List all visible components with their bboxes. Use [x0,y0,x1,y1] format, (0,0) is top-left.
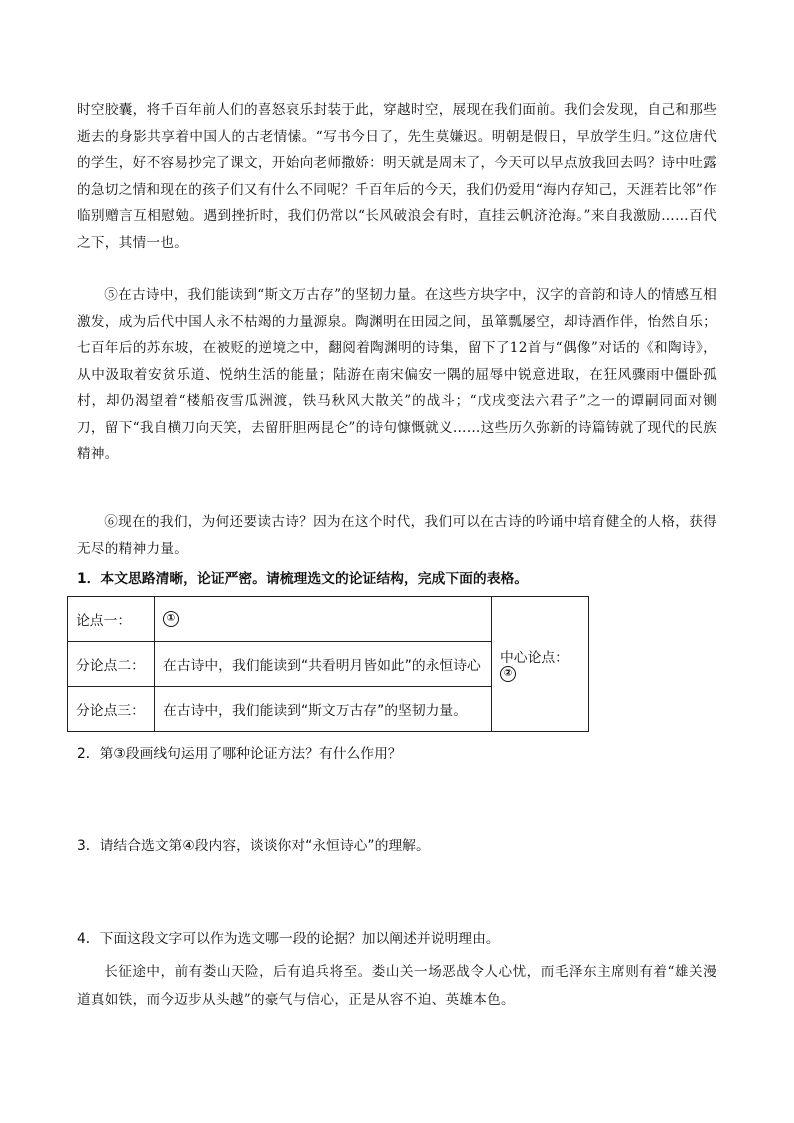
table-cell-label: 论点一： [68,597,155,642]
central-argument-cell [492,597,589,732]
question-4: 4．下面这段文字可以作为选文哪一段的论据？加以阐述并说明理由。 [77,931,500,947]
table-cell-label: 分论点三： [68,687,155,732]
table-row [68,597,589,642]
question-1: 1．本文思路清晰，论证严密。请梳理选文的论证结构，完成下面的表格。 [77,571,529,587]
central-argument-label: 中心论点： [500,650,569,666]
question-3: 3．请结合选文第④段内容，谈谈你对“永恒诗心”的理解。 [77,838,430,854]
table-cell-text: 在古诗中，我们能读到“斯文万古存”的坚韧力量。 [155,687,492,732]
table-cell-text: 在古诗中，我们能读到“共看明月皆如此”的永恒诗心 [155,642,492,687]
question-2: 2．第③段画线句运用了哪种论证方法？有什么作用？ [77,746,402,762]
passage-paragraph-6: ⑥现在的我们，为何还要读古诗？因为在这个时代，我们可以在古诗的吟诵中培育健全的人格，获得无尽的精神力量。 [77,514,717,557]
table-cell-blank [155,597,492,642]
passage-paragraph-4-continued: 时空胶囊，将千百年前人们的喜怒哀乐封装于此，穿越时空，展现在我们面前。我们会发现，自己和那些逝去的身影共享着中国人的古老情愫。“写书今日了，先生莫嫌迟。明朝是假日，早放学生归。”这位唐代的学生，好不容易抄完了课文，开始向老师撒娇：明天就是周末了，今天可以早点放我回去吗？诗中吐露的急切之情和现在的孩子们又有什么不同呢？千百年后的今天，我们仍爱用“海内存知己，天涯若比邻”作临别赠言互相慰勉。遇到挫折时，我们仍常以“长风破浪会有时，直挂云帆济沧海。”来自我激励……百代之下，其情一也。 [77,102,717,251]
argument-structure-table [67,596,589,732]
question-4-material: 长征途中，前有娄山天险，后有追兵将至。娄山关一场恶战令人心忧，而毛泽东主席则有着“雄关漫道真如铁，而今迈步从头越”的豪气与信心，正是从容不迫、英雄本色。 [77,964,717,1008]
blank-marker-1: ① [163,611,179,627]
blank-marker-2: ② [500,666,516,682]
table-cell-label: 分论点二： [68,642,155,687]
passage-paragraph-5: ⑤在古诗中，我们能读到“斯文万古存”的坚韧力量。在这些方块字中，汉字的音韵和诗人的情感互相激发，成为后代中国人永不枯竭的力量源泉。陶渊明在田园之间，虽箪瓢屡空，却诗酒作伴，怡然自乐；七百年后的苏东坡，在被贬的逆境之中，翻阅着陶渊明的诗集，留下了12首与“偶像”对话的《和陶诗》，从中汲取着安贫乐道、悦纳生活的能量；陆游在南宋偏安一隅的屈辱中锐意进取，在狂风骤雨中僵卧孤村，却仍渴望着“楼船夜雪瓜洲渡，铁马秋风大散关”的战斗；“戊戌变法六君子”之一的谭嗣同面对铡刀，留下“我自横刀向天笑，去留肝胆两昆仑”的诗句慷慨就义……这些历久弥新的诗篇铸就了现代的民族精神。 [77,287,717,462]
